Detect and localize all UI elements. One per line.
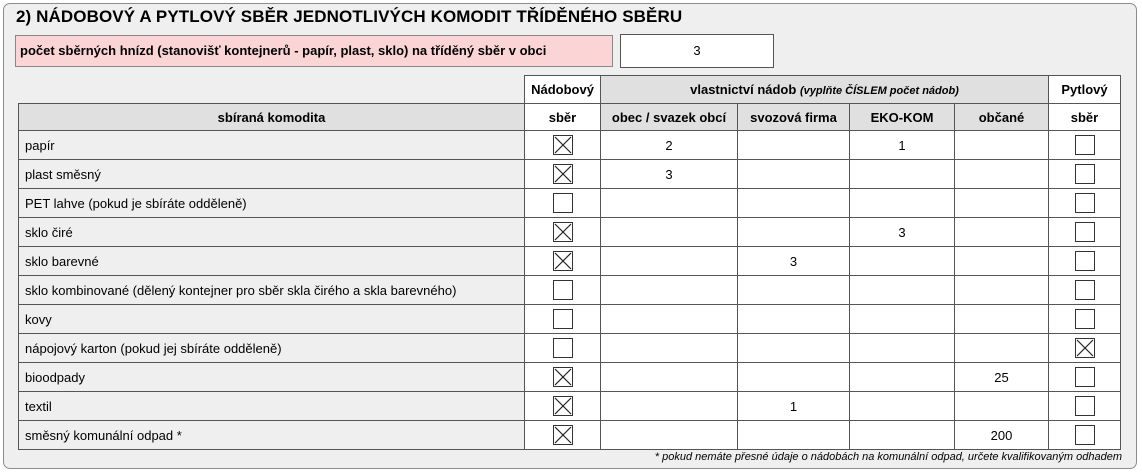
- citizens-count-field[interactable]: [955, 218, 1049, 247]
- commodity-name: kovy: [19, 305, 525, 334]
- container-collection-checkbox[interactable]: [553, 367, 573, 387]
- nests-count-field[interactable]: 3: [620, 34, 774, 68]
- container-collection-checkbox[interactable]: [553, 164, 573, 184]
- municipality-count-field[interactable]: [601, 247, 738, 276]
- header-container-bottom: sběr: [525, 104, 601, 131]
- table-row: [19, 363, 1121, 392]
- bag-collection-checkbox[interactable]: [1075, 396, 1095, 416]
- municipality-count-field[interactable]: [601, 305, 738, 334]
- bag-collection-cell: [1049, 276, 1121, 305]
- municipality-count-field[interactable]: 3: [601, 160, 738, 189]
- header-commodity: sbíraná komodita: [19, 104, 525, 131]
- bag-collection-checkbox[interactable]: [1075, 338, 1095, 358]
- container-collection-cell: [525, 305, 601, 334]
- header-company: svozová firma: [738, 104, 850, 131]
- bag-collection-cell: [1049, 305, 1121, 334]
- header-citizens: občané: [955, 104, 1049, 131]
- commodity-name: sklo barevné: [19, 247, 525, 276]
- commodity-name: bioodpady: [19, 363, 525, 392]
- header-ekokom: EKO-KOM: [850, 104, 955, 131]
- section-title: 2) NÁDOBOVÝ A PYTLOVÝ SBĚR JEDNOTLIVÝCH KOMODIT TŘÍDĚNÉHO SBĚRU: [16, 7, 683, 26]
- company-count-field[interactable]: 1: [738, 392, 850, 421]
- table-row: [19, 131, 1121, 160]
- municipality-count-field[interactable]: 2: [601, 131, 738, 160]
- ekokom-count-field[interactable]: [850, 421, 955, 450]
- citizens-count-field[interactable]: [955, 334, 1049, 363]
- ekokom-count-field[interactable]: 3: [850, 218, 955, 247]
- container-collection-checkbox[interactable]: [553, 338, 573, 358]
- municipality-count-field[interactable]: [601, 363, 738, 392]
- bag-collection-cell: [1049, 218, 1121, 247]
- municipality-count-field[interactable]: [601, 218, 738, 247]
- bag-collection-checkbox[interactable]: [1075, 425, 1095, 445]
- container-collection-cell: [525, 363, 601, 392]
- header-ownership: [601, 76, 1049, 104]
- container-collection-cell: [525, 131, 601, 160]
- commodity-name: směsný komunální odpad *: [19, 421, 525, 450]
- bag-collection-checkbox[interactable]: [1075, 135, 1095, 155]
- citizens-count-field[interactable]: [955, 305, 1049, 334]
- municipality-count-field[interactable]: [601, 334, 738, 363]
- container-collection-checkbox[interactable]: [553, 193, 573, 213]
- table-row: [19, 160, 1121, 189]
- container-collection-checkbox[interactable]: [553, 251, 573, 271]
- header-spacer: [19, 76, 525, 104]
- citizens-count-field[interactable]: 200: [955, 421, 1049, 450]
- table-row: [19, 334, 1121, 363]
- header-bag-bottom: sběr: [1049, 104, 1121, 131]
- header-container-top: Nádobový: [525, 76, 601, 104]
- ekokom-count-field[interactable]: [850, 363, 955, 392]
- bag-collection-cell: [1049, 189, 1121, 218]
- container-collection-cell: [525, 392, 601, 421]
- commodity-name: nápojový karton (pokud jej sbíráte odděleně): [19, 334, 525, 363]
- citizens-count-field[interactable]: 25: [955, 363, 1049, 392]
- footnote: * pokud nemáte přesné údaje o nádobách na komunální odpad, určete kvalifikovaným odhadem: [654, 451, 1122, 463]
- citizens-count-field[interactable]: [955, 247, 1049, 276]
- commodity-name: sklo čiré: [19, 218, 525, 247]
- container-collection-checkbox[interactable]: [553, 222, 573, 242]
- container-collection-cell: [525, 276, 601, 305]
- municipality-count-field[interactable]: [601, 392, 738, 421]
- container-collection-cell: [525, 334, 601, 363]
- ekokom-count-field[interactable]: [850, 305, 955, 334]
- ekokom-count-field[interactable]: [850, 334, 955, 363]
- municipality-count-field[interactable]: [601, 189, 738, 218]
- bag-collection-checkbox[interactable]: [1075, 309, 1095, 329]
- ekokom-count-field[interactable]: [850, 392, 955, 421]
- bag-collection-checkbox[interactable]: [1075, 251, 1095, 271]
- citizens-count-field[interactable]: [955, 131, 1049, 160]
- container-collection-cell: [525, 247, 601, 276]
- table-body: [19, 131, 1121, 450]
- table-row: [19, 276, 1121, 305]
- company-count-field[interactable]: [738, 334, 850, 363]
- table-row: [19, 189, 1121, 218]
- container-collection-checkbox[interactable]: [553, 425, 573, 445]
- ekokom-count-field[interactable]: [850, 189, 955, 218]
- container-collection-cell: [525, 189, 601, 218]
- bag-collection-checkbox[interactable]: [1075, 164, 1095, 184]
- table-row: [19, 421, 1121, 450]
- company-count-field[interactable]: [738, 218, 850, 247]
- company-count-field[interactable]: [738, 421, 850, 450]
- commodity-name: textil: [19, 392, 525, 421]
- bag-collection-checkbox[interactable]: [1075, 222, 1095, 242]
- company-count-field[interactable]: [738, 276, 850, 305]
- company-count-field[interactable]: [738, 363, 850, 392]
- bag-collection-checkbox[interactable]: [1075, 367, 1095, 387]
- commodity-name: papír: [19, 131, 525, 160]
- company-count-field[interactable]: [738, 131, 850, 160]
- container-collection-cell: [525, 421, 601, 450]
- commodity-name: plast směsný: [19, 160, 525, 189]
- table-row: [19, 218, 1121, 247]
- citizens-count-field[interactable]: [955, 189, 1049, 218]
- municipality-count-field[interactable]: [601, 276, 738, 305]
- container-collection-checkbox[interactable]: [553, 396, 573, 416]
- bag-collection-cell: [1049, 334, 1121, 363]
- container-collection-cell: [525, 218, 601, 247]
- municipality-count-field[interactable]: [601, 421, 738, 450]
- bag-collection-cell: [1049, 421, 1121, 450]
- commodity-name: sklo kombinované (dělený kontejner pro sběr skla čirého a skla barevného): [19, 276, 525, 305]
- bag-collection-cell: [1049, 160, 1121, 189]
- container-collection-cell: [525, 160, 601, 189]
- company-count-field[interactable]: [738, 305, 850, 334]
- bag-collection-cell: [1049, 392, 1121, 421]
- header-municipality: obec / svazek obcí: [601, 104, 738, 131]
- bag-collection-cell: [1049, 131, 1121, 160]
- container-collection-checkbox[interactable]: [553, 280, 573, 300]
- ekokom-count-field[interactable]: [850, 247, 955, 276]
- bag-collection-cell: [1049, 363, 1121, 392]
- company-count-field[interactable]: [738, 160, 850, 189]
- table-row: [19, 305, 1121, 334]
- commodity-table: [18, 75, 1121, 450]
- nests-label: počet sběrných hnízd (stanovišť kontejnerů - papír, plast, sklo) na tříděný sběr v obci: [15, 35, 613, 67]
- ekokom-count-field[interactable]: 1: [850, 131, 955, 160]
- citizens-count-field[interactable]: [955, 392, 1049, 421]
- header-bag-top: Pytlový: [1049, 76, 1121, 104]
- citizens-count-field[interactable]: [955, 276, 1049, 305]
- bag-collection-cell: [1049, 247, 1121, 276]
- commodity-name: PET lahve (pokud je sbíráte odděleně): [19, 189, 525, 218]
- citizens-count-field[interactable]: [955, 160, 1049, 189]
- table-row: [19, 392, 1121, 421]
- header-ownership-note: (vyplňte ČÍSLEM počet nádob): [799, 85, 959, 97]
- company-count-field[interactable]: [738, 189, 850, 218]
- bag-collection-checkbox[interactable]: [1075, 280, 1095, 300]
- container-collection-checkbox[interactable]: [553, 309, 573, 329]
- table-row: [19, 247, 1121, 276]
- header-ownership-label: vlastnictví nádob: [690, 82, 797, 97]
- container-collection-checkbox[interactable]: [553, 135, 573, 155]
- bag-collection-checkbox[interactable]: [1075, 193, 1095, 213]
- company-count-field[interactable]: 3: [738, 247, 850, 276]
- ekokom-count-field[interactable]: [850, 160, 955, 189]
- ekokom-count-field[interactable]: [850, 276, 955, 305]
